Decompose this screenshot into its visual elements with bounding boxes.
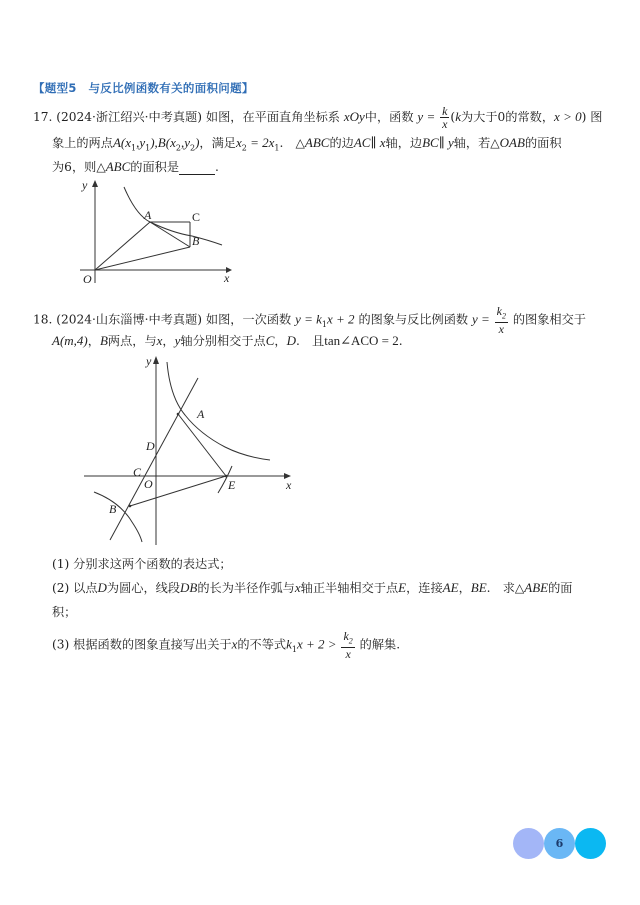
q17-math: B(x [157, 135, 176, 150]
q18-math: y = k [295, 311, 322, 327]
q17-text: 的边 [329, 136, 354, 150]
q18-math: x [156, 333, 163, 348]
q18-text: (2) 以点 [52, 581, 98, 595]
label-D: D [146, 439, 155, 453]
fraction-numerator: $k_2$ [495, 305, 508, 323]
q17-math: y = [417, 109, 436, 124]
decorative-dot [575, 828, 606, 859]
label-A: A [197, 407, 205, 421]
q17-text: 中，函数 [364, 110, 414, 124]
q18-text: 的不等式 [237, 637, 287, 652]
q18-math: x + 2 > [296, 636, 337, 652]
q18-text: 的长为半径作弧与 [197, 581, 295, 595]
q17-text: 轴，边 [385, 136, 423, 150]
label-y: y [146, 354, 152, 368]
fraction-denominator: x [498, 322, 504, 337]
q17-math: BC [422, 135, 439, 150]
q18-sub1 [52, 556, 232, 572]
label-E: E [228, 478, 236, 492]
q18-text: ，连接 [406, 581, 443, 595]
q18-math: DB [180, 580, 198, 595]
q18-text: . 且 [295, 334, 325, 348]
label-O: O [144, 477, 153, 491]
answer-blank[interactable] [179, 162, 215, 175]
q17-math: ∥ y [438, 135, 454, 150]
label-x: x [224, 271, 230, 285]
q18-text: ， [458, 581, 471, 595]
q17-math: AC [353, 135, 371, 150]
q18-text: 轴分别相交于点 [180, 334, 266, 348]
q17-math: A(x [112, 135, 131, 150]
q18-math: BE [470, 580, 487, 595]
q18-text: 如图，一次函数 [205, 312, 292, 327]
label-B: B [109, 502, 117, 516]
q17-math: = 2x [246, 135, 275, 150]
label-C: C [192, 210, 201, 224]
q17-source: (2024·浙江绍兴·中考真题) [56, 110, 203, 124]
q18-text: 的解集. [359, 637, 401, 652]
label-x: x [286, 478, 292, 492]
q18-math: x + 2 [327, 311, 355, 327]
q17-math: ), [150, 135, 158, 150]
q17-text: ( [450, 110, 456, 124]
q17-number: 17. [33, 110, 53, 124]
q18-text: (3) 根据函数的图象直接写出关于 [52, 637, 232, 652]
section-title: 【题型5 与反比例函数有关的面积问题】 [33, 81, 254, 95]
q17-text: ) 图 [581, 110, 603, 124]
point-A [177, 413, 180, 416]
q18-math: C [265, 333, 275, 348]
q17-text: 的面积是 [130, 160, 180, 174]
q18-math: A(m,4) [52, 333, 88, 348]
q18-source: (2024·山东淄博·中考真题) [56, 312, 203, 327]
q18-text: 的图象与反比例函数 [358, 312, 469, 327]
q17-text: ，满足 [199, 136, 236, 150]
q18-math: x [294, 580, 301, 595]
q17-text: . △ [279, 136, 305, 150]
hyperbola-branch-1 [167, 362, 270, 460]
q17-math: ∥ x [370, 135, 386, 150]
q18-line2 [52, 333, 403, 349]
y-axis-arrow-icon [92, 180, 98, 187]
segment-OA [95, 222, 150, 270]
q18-math: AE [442, 580, 459, 595]
y-axis-arrow-icon [153, 356, 159, 364]
linear-function-line [110, 378, 198, 540]
page-number: 6 [555, 837, 564, 850]
q17-fraction [440, 105, 449, 130]
q18-math: B [99, 333, 108, 348]
q18-math: k [286, 636, 292, 652]
q17-text: . [215, 160, 219, 174]
q17-text: 的面积 [524, 136, 562, 150]
k-symbol: k [343, 629, 349, 643]
q17-math: xOy [343, 109, 365, 124]
q18-text: 为圆心，线段 [106, 581, 181, 595]
q18-text: 轴正半轴相交于点 [300, 581, 399, 595]
q18-fraction [495, 305, 508, 335]
q18-text: . 求△ [486, 581, 525, 595]
hyperbola-branch-2 [94, 492, 142, 542]
q17-line2: 象上的两点$A(x_1,y_1),B(x_2,y_2)$，满足$x_2 = 2x_1$. △ABC的边AC∥ x轴，边BC∥ y轴，若△OAB的面积 [52, 135, 562, 153]
q17-math: x [235, 135, 242, 150]
q18-text: 积； [52, 605, 77, 619]
q18-math: x [231, 636, 238, 652]
q18-text: 的面 [548, 581, 573, 595]
segment-AE [178, 414, 226, 476]
q18-sub2 [52, 580, 572, 596]
segment-OB [95, 247, 190, 270]
q18-sub3: (3) 根据函数的图象直接写出关于x的不等式$k_1x + 2$ > $\frac{k_2}{x}$ 的解集. [52, 629, 401, 662]
q17-text: 为6，则△ [52, 160, 106, 174]
q17-math: ,y [180, 135, 190, 150]
q17-line3 [52, 159, 219, 175]
q17-text: 象上的两点 [52, 136, 113, 150]
fraction-numerator: k [442, 104, 448, 118]
q18-text: 的图象相交于 [512, 312, 586, 327]
label-B: B [192, 234, 200, 248]
q17-text: 轴，若△ [453, 136, 500, 150]
q17-math: OAB [499, 135, 525, 150]
q18-math: E [398, 580, 407, 595]
k-symbol: k [496, 304, 502, 318]
q18-line1: 18. (2024·山东淄博·中考真题) 如图，一次函数 $y = k_1x + 2$ 的图象与反比例函数 y = $\frac{k_2}{x}$ 的图象相交于 [33, 304, 586, 337]
fraction-denominator: x [442, 117, 448, 131]
point-E [225, 475, 228, 478]
q18-text: ， [162, 334, 175, 348]
decorative-dot [513, 828, 544, 859]
label-O: O [83, 272, 92, 285]
q17-text: 如图，在平面直角坐标系 [205, 110, 340, 124]
q18-math: ABE [524, 580, 549, 595]
label-y: y [82, 178, 88, 192]
label-C: C [133, 465, 142, 479]
q18-text: . [398, 334, 403, 348]
fraction-numerator: $k_2$ [341, 630, 354, 648]
q17-figure [78, 175, 238, 285]
q18-text: ， [87, 334, 100, 348]
q18-math: y [174, 333, 181, 348]
q18-text: 两点，与 [107, 334, 157, 348]
q18-math: y = [472, 311, 490, 327]
q17-math: ABC [105, 159, 131, 174]
q17-line1 [33, 105, 602, 130]
q17-math: k [455, 109, 461, 124]
q17-math: x > 0 [554, 109, 582, 124]
label-A: A [144, 208, 152, 222]
q18-math: tan∠ACO = 2 [324, 333, 399, 348]
q18-fraction-ineq [341, 630, 354, 660]
q18-sub2-cont [52, 604, 76, 620]
q18-text: (1) 分别求这两个函数的表达式； [52, 557, 232, 571]
q18-text: ， [274, 334, 287, 348]
q17-text: 为大于0的常数， [460, 110, 555, 124]
fraction-denominator: x [345, 647, 351, 662]
q18-math: D [97, 580, 107, 595]
page-indicator [513, 828, 613, 862]
q18-figure [80, 352, 295, 547]
q18-math: D [286, 333, 296, 348]
point-B [129, 505, 132, 508]
q18-number: 18. [33, 312, 53, 327]
q17-math: ,y [136, 135, 146, 150]
q17-math: ) [195, 135, 200, 150]
q17-math: ABC [304, 135, 330, 150]
